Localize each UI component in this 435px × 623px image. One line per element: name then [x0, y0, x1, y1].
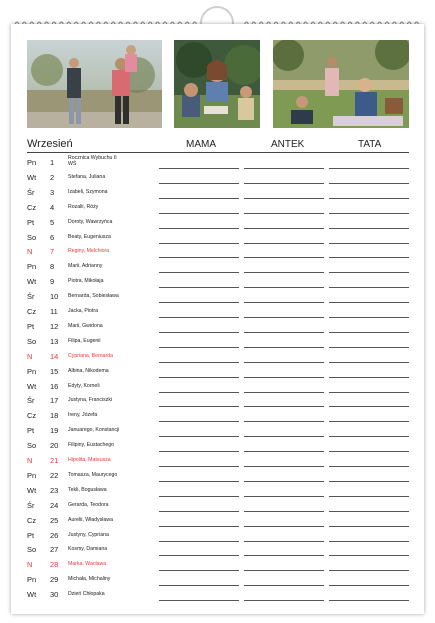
name-day: Tomasza, Maurycego: [68, 471, 118, 478]
write-line-antek[interactable]: [244, 511, 324, 512]
write-line-mama[interactable]: [159, 243, 239, 244]
name-day: Hipolita, Mateusza: [68, 457, 111, 463]
write-line-tata[interactable]: [329, 362, 409, 363]
write-line-antek[interactable]: [244, 466, 324, 467]
day-of-week: Pn: [27, 470, 37, 480]
column-header-mama: MAMA: [186, 139, 216, 150]
day-row: [0, 335, 435, 349]
name-day: Marii, Adrianny: [68, 263, 103, 270]
write-line-mama[interactable]: [159, 287, 239, 288]
day-number: 13: [50, 336, 59, 346]
day-number: 5: [50, 217, 55, 227]
day-row: [0, 409, 435, 423]
day-number: 23: [50, 485, 59, 495]
write-line-mama[interactable]: [159, 228, 239, 229]
day-of-week: Pt: [27, 530, 35, 540]
write-line-tata[interactable]: [329, 466, 409, 467]
write-line-antek[interactable]: [244, 570, 324, 571]
write-line-tata[interactable]: [329, 541, 409, 542]
day-row: [0, 216, 435, 230]
day-of-week: So: [27, 336, 37, 346]
name-day: Aurelii, Władysława: [68, 516, 113, 523]
day-number: 3: [50, 187, 55, 197]
write-line-tata[interactable]: [329, 272, 409, 273]
day-of-week: So: [27, 232, 37, 242]
write-line-mama[interactable]: [159, 481, 239, 482]
day-of-week: Cz: [27, 307, 37, 316]
write-line-antek[interactable]: [244, 228, 324, 229]
write-line-mama[interactable]: [159, 257, 239, 258]
write-line-tata[interactable]: [329, 600, 409, 601]
write-line-tata[interactable]: [329, 243, 409, 244]
day-of-week: Wt: [27, 485, 37, 495]
day-row: [0, 350, 435, 364]
day-number: 12: [50, 321, 59, 331]
day-of-week: Pt: [27, 321, 35, 331]
name-day: Albina, Nikodema: [68, 367, 109, 374]
day-row: [0, 424, 435, 438]
write-line-antek[interactable]: [244, 600, 324, 601]
day-number: 4: [50, 202, 55, 212]
write-line-mama[interactable]: [159, 406, 239, 407]
write-line-tata[interactable]: [329, 585, 409, 586]
write-line-antek[interactable]: [244, 213, 324, 214]
name-day: Ireny, Józefa: [68, 412, 98, 419]
write-line-antek[interactable]: [244, 377, 324, 378]
write-line-antek[interactable]: [244, 347, 324, 348]
day-number: 27: [50, 545, 59, 555]
write-line-mama[interactable]: [159, 213, 239, 214]
day-row: [0, 558, 435, 572]
write-line-antek[interactable]: [244, 451, 324, 452]
day-number: 30: [50, 590, 59, 600]
write-line-tata[interactable]: [329, 198, 409, 199]
write-line-tata[interactable]: [329, 526, 409, 527]
write-line-antek[interactable]: [244, 526, 324, 527]
day-row: [0, 260, 435, 274]
family-photo-left: [27, 40, 162, 128]
write-line-mama[interactable]: [159, 377, 239, 378]
write-line-antek[interactable]: [244, 287, 324, 288]
write-line-mama[interactable]: [159, 272, 239, 273]
write-line-tata[interactable]: [329, 213, 409, 214]
write-line-mama[interactable]: [159, 436, 239, 437]
write-line-tata[interactable]: [329, 377, 409, 378]
day-number: 9: [50, 277, 55, 287]
day-row: [0, 394, 435, 408]
write-line-antek[interactable]: [244, 257, 324, 258]
day-of-week: Pt: [27, 217, 35, 227]
name-day: Dzień Chłopaka: [68, 591, 105, 598]
write-line-antek[interactable]: [244, 243, 324, 244]
name-day: Bernarda, Sobiesława: [68, 293, 119, 300]
write-line-mama[interactable]: [159, 317, 239, 318]
write-line-tata[interactable]: [329, 183, 409, 184]
month-title: Wrzesień: [27, 138, 73, 150]
day-row: [0, 156, 435, 170]
day-row: [0, 290, 435, 304]
write-line-mama[interactable]: [159, 541, 239, 542]
write-line-tata[interactable]: [329, 392, 409, 393]
write-line-mama[interactable]: [159, 421, 239, 422]
day-row: [0, 171, 435, 185]
day-row: [0, 380, 435, 394]
write-line-antek[interactable]: [244, 481, 324, 482]
day-row: [0, 186, 435, 200]
day-row: [0, 573, 435, 587]
name-day: Piotra, Mikołaja: [68, 278, 104, 285]
write-line-mama[interactable]: [159, 600, 239, 601]
write-line-mama[interactable]: [159, 302, 239, 303]
name-day: Beaty, Eugeniusza: [68, 233, 111, 240]
name-day: Tekli, Bogusława: [68, 486, 107, 493]
day-number: 17: [50, 396, 59, 406]
day-of-week: Cz: [27, 202, 37, 212]
day-number: 29: [50, 575, 59, 585]
day-of-week: N: [27, 247, 33, 257]
write-line-antek[interactable]: [244, 317, 324, 318]
day-row: [0, 305, 435, 319]
day-of-week: So: [27, 441, 37, 451]
write-line-antek[interactable]: [244, 541, 324, 542]
day-row: [0, 320, 435, 334]
day-number: 10: [50, 292, 59, 302]
name-day: Gerarda, Teodora: [68, 501, 109, 508]
name-day: Januarego, Konstancji: [68, 427, 120, 434]
day-of-week: N: [27, 560, 33, 570]
column-header-antek: ANTEK: [271, 139, 305, 150]
column-header-tata: TATA: [358, 139, 382, 150]
write-line-mama[interactable]: [159, 362, 239, 363]
write-line-mama[interactable]: [159, 555, 239, 556]
write-line-antek[interactable]: [244, 421, 324, 422]
name-day: Rocznica Wybuchu II WŚ: [68, 155, 117, 167]
day-of-week: Śr: [27, 500, 35, 510]
day-number: 6: [50, 232, 55, 242]
write-line-tata[interactable]: [329, 332, 409, 333]
name-day: Kosmy, Damiana: [68, 546, 108, 553]
day-row: [0, 529, 435, 543]
day-row: [0, 365, 435, 379]
day-of-week: Śr: [27, 292, 35, 302]
day-of-week: Wt: [27, 590, 37, 600]
write-line-mama[interactable]: [159, 183, 239, 184]
write-line-antek[interactable]: [244, 436, 324, 437]
day-of-week: Pn: [27, 262, 37, 272]
day-number: 26: [50, 530, 59, 540]
write-line-mama[interactable]: [159, 496, 239, 497]
day-number: 1: [50, 158, 55, 167]
name-day: Rozalii, Róży: [68, 203, 99, 210]
write-line-tata[interactable]: [329, 287, 409, 288]
family-photo-middle: [174, 40, 260, 128]
write-line-antek[interactable]: [244, 362, 324, 363]
day-of-week: Pn: [27, 158, 37, 167]
name-day: Cypriana, Bernarda: [68, 352, 113, 359]
write-line-antek[interactable]: [244, 555, 324, 556]
day-number: 24: [50, 500, 59, 510]
write-line-tata[interactable]: [329, 406, 409, 407]
write-line-tata[interactable]: [329, 436, 409, 437]
family-photo-right: [273, 40, 409, 128]
write-line-mama[interactable]: [159, 466, 239, 467]
day-number: 28: [50, 560, 59, 570]
write-line-tata[interactable]: [329, 168, 409, 169]
write-line-tata[interactable]: [329, 347, 409, 348]
day-number: 18: [50, 411, 59, 421]
name-day: Justyny, Cypriana: [68, 531, 109, 538]
day-of-week: Wt: [27, 172, 37, 182]
day-of-week: Wt: [27, 277, 37, 287]
write-line-antek[interactable]: [244, 332, 324, 333]
write-line-tata[interactable]: [329, 421, 409, 422]
day-of-week: N: [27, 351, 33, 361]
write-line-tata[interactable]: [329, 570, 409, 571]
write-line-mama[interactable]: [159, 570, 239, 571]
header-divider: [27, 152, 409, 153]
name-day: Izabeli, Szymona: [68, 188, 108, 195]
day-number: 16: [50, 381, 59, 391]
day-of-week: Wt: [27, 381, 37, 391]
name-day: Jacka, Piotra: [68, 308, 98, 314]
day-number: 21: [50, 456, 59, 465]
write-line-tata[interactable]: [329, 257, 409, 258]
day-row: [0, 231, 435, 245]
day-row: [0, 245, 435, 259]
write-line-antek[interactable]: [244, 496, 324, 497]
day-number: 14: [50, 351, 59, 361]
day-of-week: Pn: [27, 366, 37, 376]
name-day: Michała, Michaliny: [68, 576, 111, 583]
write-line-tata[interactable]: [329, 317, 409, 318]
day-row: [0, 484, 435, 498]
name-day: Filipa, Eugenii: [68, 337, 101, 344]
name-day: Doroty, Wawrzyńca: [68, 218, 113, 225]
day-number: 22: [50, 470, 59, 480]
write-line-antek[interactable]: [244, 198, 324, 199]
write-line-mama[interactable]: [159, 585, 239, 586]
write-line-mama[interactable]: [159, 392, 239, 393]
write-line-mama[interactable]: [159, 526, 239, 527]
write-line-tata[interactable]: [329, 511, 409, 512]
name-day: Stefana, Juliana: [68, 173, 106, 180]
day-of-week: Pt: [27, 426, 35, 436]
day-row: [0, 588, 435, 602]
day-of-week: Cz: [27, 411, 37, 421]
day-of-week: N: [27, 456, 33, 465]
write-line-mama[interactable]: [159, 332, 239, 333]
day-row: [0, 454, 435, 468]
day-number: 25: [50, 515, 59, 525]
day-of-week: So: [27, 545, 37, 555]
name-day: Filipiny, Eustachego: [68, 442, 115, 449]
write-line-tata[interactable]: [329, 555, 409, 556]
write-line-antek[interactable]: [244, 406, 324, 407]
day-row: [0, 275, 435, 289]
write-line-mama[interactable]: [159, 168, 239, 169]
day-row: [0, 543, 435, 557]
day-row: [0, 439, 435, 453]
write-line-antek[interactable]: [244, 302, 324, 303]
write-line-tata[interactable]: [329, 496, 409, 497]
day-of-week: Pn: [27, 575, 37, 585]
name-day: Marii, Gwidona: [68, 322, 103, 329]
day-number: 20: [50, 441, 59, 451]
write-line-antek[interactable]: [244, 272, 324, 273]
day-number: 2: [50, 172, 55, 182]
day-number: 15: [50, 366, 59, 376]
write-line-antek[interactable]: [244, 585, 324, 586]
write-line-mama[interactable]: [159, 511, 239, 512]
day-row: [0, 514, 435, 528]
day-row: [0, 201, 435, 215]
day-number: 7: [50, 247, 55, 257]
write-line-antek[interactable]: [244, 168, 324, 169]
day-row: [0, 499, 435, 513]
day-of-week: Cz: [27, 515, 37, 525]
name-day: Marka, Wacława: [68, 561, 107, 568]
day-of-week: Śr: [27, 187, 35, 197]
write-line-tata[interactable]: [329, 451, 409, 452]
write-line-mama[interactable]: [159, 198, 239, 199]
write-line-mama[interactable]: [159, 347, 239, 348]
write-line-antek[interactable]: [244, 392, 324, 393]
write-line-tata[interactable]: [329, 481, 409, 482]
write-line-tata[interactable]: [329, 302, 409, 303]
write-line-tata[interactable]: [329, 228, 409, 229]
day-of-week: Śr: [27, 396, 35, 406]
day-number: 19: [50, 426, 59, 436]
name-day: Edyty, Korneli: [68, 382, 100, 389]
name-day: Reginy, Melchiora: [68, 248, 110, 255]
day-number: 11: [50, 307, 58, 316]
write-line-mama[interactable]: [159, 451, 239, 452]
name-day: Justyna, Franciszki: [68, 397, 113, 404]
write-line-antek[interactable]: [244, 183, 324, 184]
day-row: [0, 469, 435, 483]
day-number: 8: [50, 262, 55, 272]
